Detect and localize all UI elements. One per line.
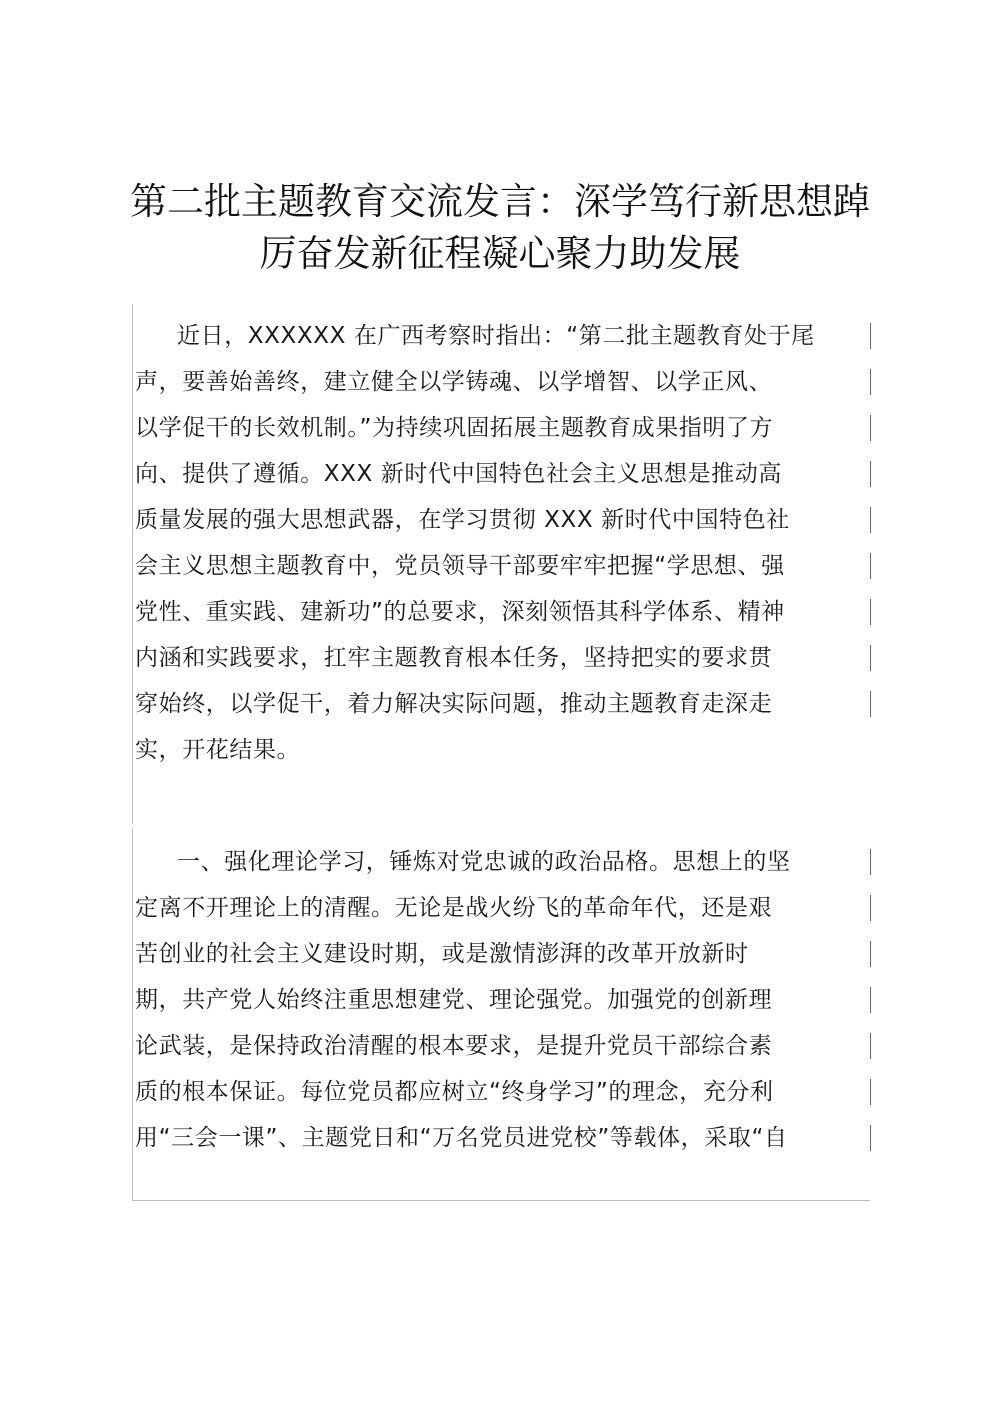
- document-title: [100, 176, 900, 280]
- line-end-marker: [870, 987, 871, 1013]
- paragraph-line: 实，开花结果。: [135, 737, 301, 763]
- line-end-marker: [870, 599, 871, 625]
- title-line-2: 厉奋发新征程凝心聚力助发展: [259, 232, 741, 275]
- paragraph-line: 用“三会一课”、主题党日和“万名党员进党校”等载体，采取“自: [135, 1125, 788, 1151]
- line-end-marker: [870, 645, 871, 671]
- title-line-1: 第二批主题教育交流发言：深学笃行新思想踔: [130, 180, 870, 223]
- paragraph-line: 党性、重实践、建新功”的总要求，深刻领悟其科学体系、精神: [135, 599, 785, 625]
- line-end-marker: [870, 849, 871, 875]
- paragraph-line: 内涵和实践要求，扛牢主题教育根本任务，坚持把实的要求贯: [135, 645, 773, 671]
- line-end-marker: [870, 323, 871, 349]
- paragraph-line: 近日，XXXXXX 在广西考察时指出：“第二批主题教育处于尾: [177, 323, 815, 349]
- line-end-marker: [870, 1033, 871, 1059]
- paragraph-1: [132, 304, 870, 824]
- line-end-marker: [870, 553, 871, 579]
- line-end-marker: [870, 369, 871, 395]
- line-end-marker: [870, 691, 871, 717]
- paragraph-line: 穿始终，以学促干，着力解决实际问题，推动主题教育走深走: [135, 691, 773, 717]
- paragraph-line: 论武装，是保持政治清醒的根本要求，是提升党员干部综合素: [135, 1033, 773, 1059]
- paragraph-2: [132, 828, 870, 1201]
- paragraph-line: 一、强化理论学习，锤炼对党忠诚的政治品格。思想上的坚: [177, 849, 791, 875]
- paragraph-line: 以学促干的长效机制。”为持续巩固拓展主题教育成果指明了方: [135, 415, 774, 441]
- line-end-marker: [870, 895, 871, 921]
- paragraph-line: 向、提供了遵循。XXX 新时代中国特色社会主义思想是推动高: [135, 461, 782, 487]
- paragraph-line: 质量发展的强大思想武器，在学习贯彻 XXX 新时代中国特色社: [135, 507, 790, 533]
- paragraph-line: 声，要善始善终，建立健全以学铸魂、以学增智、以学正风、: [135, 369, 773, 395]
- line-end-marker: [870, 1079, 871, 1105]
- line-end-marker: [870, 415, 871, 441]
- paragraph-line: 会主义思想主题教育中，党员领导干部要牢牢把握“学思想、强: [135, 553, 785, 579]
- line-end-marker: [870, 507, 871, 533]
- paragraph-line: 质的根本保证。每位党员都应树立“终身学习”的理念，充分利: [135, 1079, 774, 1105]
- line-end-marker: [870, 941, 871, 967]
- line-end-marker: [870, 1125, 871, 1151]
- line-end-marker: [870, 461, 871, 487]
- paragraph-line: 期，共产党人始终注重思想建党、理论强党。加强党的创新理: [135, 987, 773, 1013]
- paragraph-line: 定离不开理论上的清醒。无论是战火纷飞的革命年代，还是艰: [135, 895, 773, 921]
- paragraph-line: 苦创业的社会主义建设时期，或是激情澎湃的改革开放新时: [135, 941, 749, 967]
